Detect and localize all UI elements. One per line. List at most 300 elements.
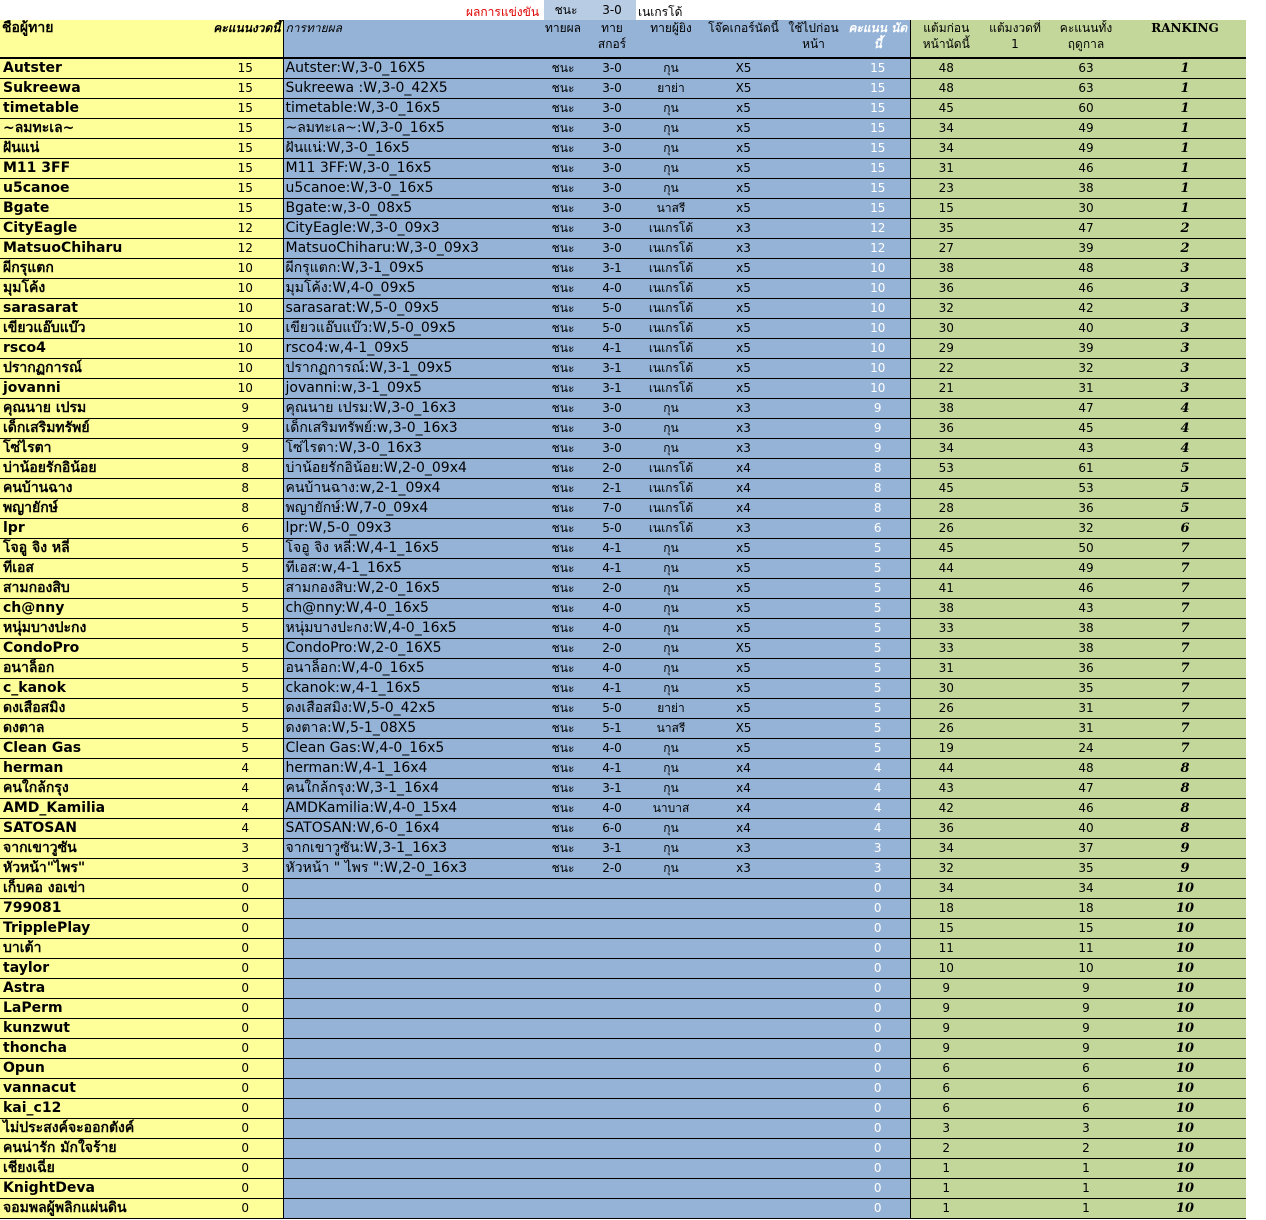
cell-score-now: 10 <box>208 299 283 319</box>
cell-score-now: 15 <box>208 99 283 119</box>
cell-round1 <box>982 99 1048 119</box>
cell-score-now: 5 <box>208 679 283 699</box>
cell-points-before: 9 <box>910 1019 982 1039</box>
cell-joker <box>706 999 781 1019</box>
header-joker: โจ๊คเกอร์นัดนี้ <box>706 20 781 58</box>
cell-name: มุมโค้ง <box>0 279 208 299</box>
cell-round1 <box>982 139 1048 159</box>
cell-score-now: 15 <box>208 159 283 179</box>
cell-season: 46 <box>1048 159 1124 179</box>
cell-name: timetable <box>0 99 208 119</box>
cell-guess: อนาล็อก:W,4-0_16x5 <box>283 659 538 679</box>
cell-score-guess <box>588 1019 636 1039</box>
cell-ranking: 1 <box>1124 139 1246 159</box>
cell-result: ชนะ <box>538 199 588 219</box>
match-result-label: ผลการแข่งขัน <box>466 5 540 19</box>
cell-result: ชนะ <box>538 219 588 239</box>
cell-score-guess: 4-1 <box>588 559 636 579</box>
cell-joker: X5 <box>706 79 781 99</box>
cell-points-this: 0 <box>846 1039 910 1059</box>
cell-used-before <box>781 939 846 959</box>
cell-scorer: นาสรี <box>636 719 706 739</box>
cell-points-before: 19 <box>910 739 982 759</box>
cell-points-this: 10 <box>846 319 910 339</box>
cell-season: 45 <box>1048 419 1124 439</box>
cell-used-before <box>781 339 846 359</box>
cell-result: ชนะ <box>538 299 588 319</box>
cell-name: kunzwut <box>0 1019 208 1039</box>
cell-result: ชนะ <box>538 139 588 159</box>
cell-score-now: 4 <box>208 819 283 839</box>
cell-result: ชนะ <box>538 739 588 759</box>
cell-points-before: 44 <box>910 559 982 579</box>
cell-result <box>538 1019 588 1039</box>
cell-name: Sukreewa <box>0 79 208 99</box>
table-row <box>0 939 1246 959</box>
cell-points-before: 6 <box>910 1079 982 1099</box>
cell-season: 38 <box>1048 619 1124 639</box>
cell-guess: ปรากฏการณ์:W,3-1_09x5 <box>283 359 538 379</box>
cell-result: ชนะ <box>538 639 588 659</box>
cell-ranking: 4 <box>1124 439 1246 459</box>
header-guess: การทายผล <box>283 20 538 58</box>
cell-used-before <box>781 239 846 259</box>
cell-points-this: 0 <box>846 939 910 959</box>
cell-name: SATOSAN <box>0 819 208 839</box>
cell-used-before <box>781 58 846 79</box>
cell-ranking: 7 <box>1124 639 1246 659</box>
cell-guess: sarasarat:W,5-0_09x5 <box>283 299 538 319</box>
cell-ranking: 10 <box>1124 1019 1246 1039</box>
cell-score-now: 0 <box>208 1099 283 1119</box>
cell-score-guess: 4-0 <box>588 279 636 299</box>
cell-result: ชนะ <box>538 799 588 819</box>
cell-season: 46 <box>1048 799 1124 819</box>
cell-name: เขียวแอ๊บแบ๊ว <box>0 319 208 339</box>
cell-score-guess: 3-0 <box>588 159 636 179</box>
cell-scorer: กุน <box>636 859 706 879</box>
header-name: ชื่อผู้ทาย <box>0 20 208 58</box>
cell-points-before: 10 <box>910 959 982 979</box>
cell-used-before <box>781 619 846 639</box>
cell-result: ชนะ <box>538 58 588 79</box>
cell-score-guess: 3-1 <box>588 839 636 859</box>
table-row <box>0 1079 1246 1099</box>
cell-joker: x3 <box>706 419 781 439</box>
cell-points-this: 15 <box>846 99 910 119</box>
cell-scorer: กุน <box>636 139 706 159</box>
table-row <box>0 759 1246 779</box>
cell-name: คุณนาย เปรม <box>0 399 208 419</box>
cell-score-now: 0 <box>208 999 283 1019</box>
cell-name: taylor <box>0 959 208 979</box>
cell-joker: x5 <box>706 539 781 559</box>
cell-season: 31 <box>1048 379 1124 399</box>
cell-score-guess: 5-0 <box>588 519 636 539</box>
cell-score-guess <box>588 1079 636 1099</box>
cell-used-before <box>781 119 846 139</box>
cell-points-this: 5 <box>846 539 910 559</box>
cell-ranking: 10 <box>1124 1159 1246 1179</box>
cell-used-before <box>781 679 846 699</box>
cell-name: ~ลมทะเล~ <box>0 119 208 139</box>
cell-round1 <box>982 1099 1048 1119</box>
cell-ranking: 8 <box>1124 819 1246 839</box>
cell-points-before: 3 <box>910 1119 982 1139</box>
cell-points-before: 30 <box>910 319 982 339</box>
cell-scorer: เนเกรโด้ <box>636 279 706 299</box>
cell-ranking: 5 <box>1124 459 1246 479</box>
table-row <box>0 139 1246 159</box>
cell-guess: พญายักษ์:W,7-0_09x4 <box>283 499 538 519</box>
cell-season: 39 <box>1048 339 1124 359</box>
cell-scorer: เนเกรโด้ <box>636 459 706 479</box>
cell-points-this: 6 <box>846 519 910 539</box>
cell-name: c_kanok <box>0 679 208 699</box>
cell-scorer: เนเกรโด้ <box>636 239 706 259</box>
cell-points-this: 8 <box>846 459 910 479</box>
cell-scorer: กุน <box>636 159 706 179</box>
cell-used-before <box>781 1139 846 1159</box>
table-row <box>0 519 1246 539</box>
table-body <box>0 58 1246 1219</box>
cell-joker: x5 <box>706 339 781 359</box>
cell-ranking: 4 <box>1124 399 1246 419</box>
cell-result: ชนะ <box>538 419 588 439</box>
cell-score-guess <box>588 919 636 939</box>
cell-points-before: 6 <box>910 1099 982 1119</box>
cell-ranking: 3 <box>1124 359 1246 379</box>
cell-season: 1 <box>1048 1179 1124 1199</box>
cell-joker: x5 <box>706 139 781 159</box>
cell-score-guess: 3-0 <box>588 179 636 199</box>
table-row <box>0 859 1246 879</box>
cell-score-now: 8 <box>208 479 283 499</box>
cell-guess: มุมโค้ง:W,4-0_09x5 <box>283 279 538 299</box>
cell-joker: x4 <box>706 459 781 479</box>
cell-season: 37 <box>1048 839 1124 859</box>
cell-points-before: 1 <box>910 1179 982 1199</box>
cell-result: ชนะ <box>538 759 588 779</box>
cell-ranking: 10 <box>1124 979 1246 999</box>
cell-joker <box>706 979 781 999</box>
cell-joker: x5 <box>706 279 781 299</box>
table-row <box>0 799 1246 819</box>
cell-score-now: 0 <box>208 899 283 919</box>
cell-ranking: 7 <box>1124 619 1246 639</box>
cell-season: 47 <box>1048 779 1124 799</box>
cell-season: 48 <box>1048 259 1124 279</box>
cell-ranking: 3 <box>1124 319 1246 339</box>
cell-name: jovanni <box>0 379 208 399</box>
prediction-table <box>0 20 1246 1219</box>
table-row <box>0 219 1246 239</box>
cell-points-before: 22 <box>910 359 982 379</box>
cell-scorer: กุน <box>636 639 706 659</box>
cell-score-guess: 4-1 <box>588 339 636 359</box>
cell-joker: x5 <box>706 699 781 719</box>
cell-scorer <box>636 899 706 919</box>
cell-round1 <box>982 459 1048 479</box>
table-row <box>0 99 1246 119</box>
cell-points-before: 26 <box>910 719 982 739</box>
cell-result: ชนะ <box>538 499 588 519</box>
cell-points-this: 0 <box>846 959 910 979</box>
cell-name: CondoPro <box>0 639 208 659</box>
cell-guess: Clean Gas:W,4-0_16x5 <box>283 739 538 759</box>
cell-score-guess <box>588 959 636 979</box>
cell-scorer: กุน <box>636 759 706 779</box>
cell-score-now: 4 <box>208 799 283 819</box>
cell-season: 18 <box>1048 899 1124 919</box>
cell-season: 47 <box>1048 219 1124 239</box>
cell-points-this: 3 <box>846 859 910 879</box>
cell-name: บาเต้า <box>0 939 208 959</box>
cell-points-this: 10 <box>846 379 910 399</box>
cell-points-before: 43 <box>910 779 982 799</box>
cell-season: 11 <box>1048 939 1124 959</box>
table-row <box>0 1039 1246 1059</box>
cell-joker <box>706 919 781 939</box>
cell-season: 40 <box>1048 319 1124 339</box>
cell-scorer: กุน <box>636 579 706 599</box>
cell-guess: jovanni:w,3-1_09x5 <box>283 379 538 399</box>
cell-name: หนุ่มบางปะกง <box>0 619 208 639</box>
cell-round1 <box>982 639 1048 659</box>
cell-score-now: 12 <box>208 219 283 239</box>
cell-ranking: 5 <box>1124 499 1246 519</box>
cell-score-guess: 5-0 <box>588 699 636 719</box>
cell-round1 <box>982 1039 1048 1059</box>
cell-ranking: 1 <box>1124 58 1246 79</box>
cell-joker: x5 <box>706 739 781 759</box>
table-row <box>0 379 1246 399</box>
cell-ranking: 7 <box>1124 699 1246 719</box>
cell-round1 <box>982 559 1048 579</box>
cell-guess <box>283 939 538 959</box>
cell-guess: โซ่ไรตา:W,3-0_16x3 <box>283 439 538 459</box>
cell-result: ชนะ <box>538 439 588 459</box>
cell-points-before: 1 <box>910 1199 982 1219</box>
cell-result <box>538 1039 588 1059</box>
table-row <box>0 1139 1246 1159</box>
cell-used-before <box>781 459 846 479</box>
cell-score-guess: 3-1 <box>588 359 636 379</box>
cell-ranking: 3 <box>1124 299 1246 319</box>
cell-used-before <box>781 1199 846 1219</box>
cell-used-before <box>781 519 846 539</box>
cell-result: ชนะ <box>538 359 588 379</box>
cell-result <box>538 1059 588 1079</box>
cell-joker <box>706 959 781 979</box>
cell-name: 799081 <box>0 899 208 919</box>
cell-name: CityEagle <box>0 219 208 239</box>
cell-points-before: 26 <box>910 699 982 719</box>
cell-score-guess: 3-0 <box>588 219 636 239</box>
cell-round1 <box>982 719 1048 739</box>
cell-result <box>538 1199 588 1219</box>
cell-name: พญายักษ์ <box>0 499 208 519</box>
cell-used-before <box>781 579 846 599</box>
cell-score-guess: 2-0 <box>588 579 636 599</box>
cell-result: ชนะ <box>538 479 588 499</box>
cell-used-before <box>781 759 846 779</box>
cell-points-this: 10 <box>846 259 910 279</box>
cell-points-this: 5 <box>846 679 910 699</box>
cell-joker: x5 <box>706 299 781 319</box>
cell-ranking: 10 <box>1124 1199 1246 1219</box>
cell-guess <box>283 919 538 939</box>
table-row <box>0 659 1246 679</box>
cell-round1 <box>982 799 1048 819</box>
cell-guess: ckanok:w,4-1_16x5 <box>283 679 538 699</box>
cell-score-guess: 4-0 <box>588 659 636 679</box>
cell-round1 <box>982 419 1048 439</box>
cell-used-before <box>781 79 846 99</box>
cell-used-before <box>781 559 846 579</box>
cell-result: ชนะ <box>538 559 588 579</box>
cell-ranking: 10 <box>1124 1039 1246 1059</box>
cell-used-before <box>781 879 846 899</box>
cell-season: 3 <box>1048 1119 1124 1139</box>
cell-round1 <box>982 1159 1048 1179</box>
cell-ranking: 10 <box>1124 959 1246 979</box>
cell-season: 9 <box>1048 1039 1124 1059</box>
cell-points-before: 44 <box>910 759 982 779</box>
cell-score-now: 15 <box>208 119 283 139</box>
cell-score-now: 0 <box>208 1199 283 1219</box>
table-row <box>0 339 1246 359</box>
cell-scorer: เนเกรโด้ <box>636 379 706 399</box>
cell-score-guess: 3-0 <box>588 119 636 139</box>
cell-points-this: 5 <box>846 659 910 679</box>
cell-name: จากเขาวูซัน <box>0 839 208 859</box>
cell-points-this: 5 <box>846 559 910 579</box>
cell-guess: ผีกรุแตก:W,3-1_09x5 <box>283 259 538 279</box>
cell-round1 <box>982 399 1048 419</box>
cell-guess: หนุ่มบางปะกง:W,4-0_16x5 <box>283 619 538 639</box>
cell-name: KnightDeva <box>0 1179 208 1199</box>
cell-guess <box>283 1159 538 1179</box>
cell-round1 <box>982 899 1048 919</box>
cell-used-before <box>781 1039 846 1059</box>
table-row <box>0 119 1246 139</box>
cell-used-before <box>781 779 846 799</box>
cell-season: 15 <box>1048 919 1124 939</box>
cell-points-before: 38 <box>910 599 982 619</box>
cell-points-this: 5 <box>846 739 910 759</box>
cell-score-guess <box>588 999 636 1019</box>
header-row <box>0 20 1246 58</box>
cell-name: คนน่ารัก มักใจร้าย <box>0 1139 208 1159</box>
cell-scorer: กุน <box>636 599 706 619</box>
cell-guess <box>283 1199 538 1219</box>
cell-round1 <box>982 979 1048 999</box>
cell-used-before <box>781 1019 846 1039</box>
cell-season: 9 <box>1048 979 1124 999</box>
cell-name: ปรากฏการณ์ <box>0 359 208 379</box>
table-row <box>0 1019 1246 1039</box>
cell-result: ชนะ <box>538 239 588 259</box>
cell-season: 35 <box>1048 679 1124 699</box>
cell-season: 24 <box>1048 739 1124 759</box>
cell-joker <box>706 899 781 919</box>
cell-round1 <box>982 519 1048 539</box>
table-row <box>0 679 1246 699</box>
cell-points-this: 9 <box>846 439 910 459</box>
cell-joker: x4 <box>706 779 781 799</box>
cell-guess: ch@nny:W,4-0_16x5 <box>283 599 538 619</box>
cell-score-now: 5 <box>208 639 283 659</box>
cell-points-this: 12 <box>846 219 910 239</box>
cell-ranking: 3 <box>1124 259 1246 279</box>
cell-name: kai_c12 <box>0 1099 208 1119</box>
cell-score-guess: 3-1 <box>588 779 636 799</box>
cell-used-before <box>781 1059 846 1079</box>
cell-ranking: 1 <box>1124 199 1246 219</box>
cell-name: Astra <box>0 979 208 999</box>
cell-points-this: 0 <box>846 1199 910 1219</box>
cell-used-before <box>781 439 846 459</box>
cell-scorer: กุน <box>636 58 706 79</box>
cell-score-now: 9 <box>208 419 283 439</box>
cell-round1 <box>982 1119 1048 1139</box>
cell-round1 <box>982 339 1048 359</box>
cell-score-guess: 3-0 <box>588 239 636 259</box>
header-round1: แต้มงวดที่ 1 <box>982 20 1048 58</box>
table-row <box>0 1059 1246 1079</box>
cell-result <box>538 1179 588 1199</box>
cell-season: 9 <box>1048 1019 1124 1039</box>
cell-joker: x3 <box>706 219 781 239</box>
cell-round1 <box>982 1019 1048 1039</box>
cell-ranking: 1 <box>1124 99 1246 119</box>
cell-joker: x3 <box>706 399 781 419</box>
cell-used-before <box>781 999 846 1019</box>
cell-guess: โจอู จิง หลี่:W,4-1_16x5 <box>283 539 538 559</box>
cell-joker: x5 <box>706 359 781 379</box>
cell-joker: x3 <box>706 519 781 539</box>
cell-round1 <box>982 379 1048 399</box>
cell-score-now: 0 <box>208 879 283 899</box>
cell-name: โซ่ไรตา <box>0 439 208 459</box>
cell-points-this: 4 <box>846 759 910 779</box>
cell-score-now: 15 <box>208 58 283 79</box>
cell-round1 <box>982 779 1048 799</box>
cell-season: 46 <box>1048 579 1124 599</box>
cell-round1 <box>982 539 1048 559</box>
cell-points-before: 45 <box>910 99 982 119</box>
cell-joker: x5 <box>706 199 781 219</box>
cell-score-now: 3 <box>208 839 283 859</box>
cell-ranking: 8 <box>1124 799 1246 819</box>
cell-scorer <box>636 1199 706 1219</box>
cell-ranking: 7 <box>1124 679 1246 699</box>
table-row <box>0 79 1246 99</box>
cell-joker: x4 <box>706 819 781 839</box>
cell-scorer: กุน <box>636 419 706 439</box>
cell-points-before: 18 <box>910 899 982 919</box>
cell-score-guess: 2-1 <box>588 479 636 499</box>
cell-points-before: 53 <box>910 459 982 479</box>
cell-scorer <box>636 1059 706 1079</box>
cell-points-this: 15 <box>846 199 910 219</box>
cell-guess <box>283 1019 538 1039</box>
cell-score-now: 0 <box>208 1059 283 1079</box>
cell-ranking: 3 <box>1124 339 1246 359</box>
cell-score-now: 10 <box>208 339 283 359</box>
table-row <box>0 319 1246 339</box>
